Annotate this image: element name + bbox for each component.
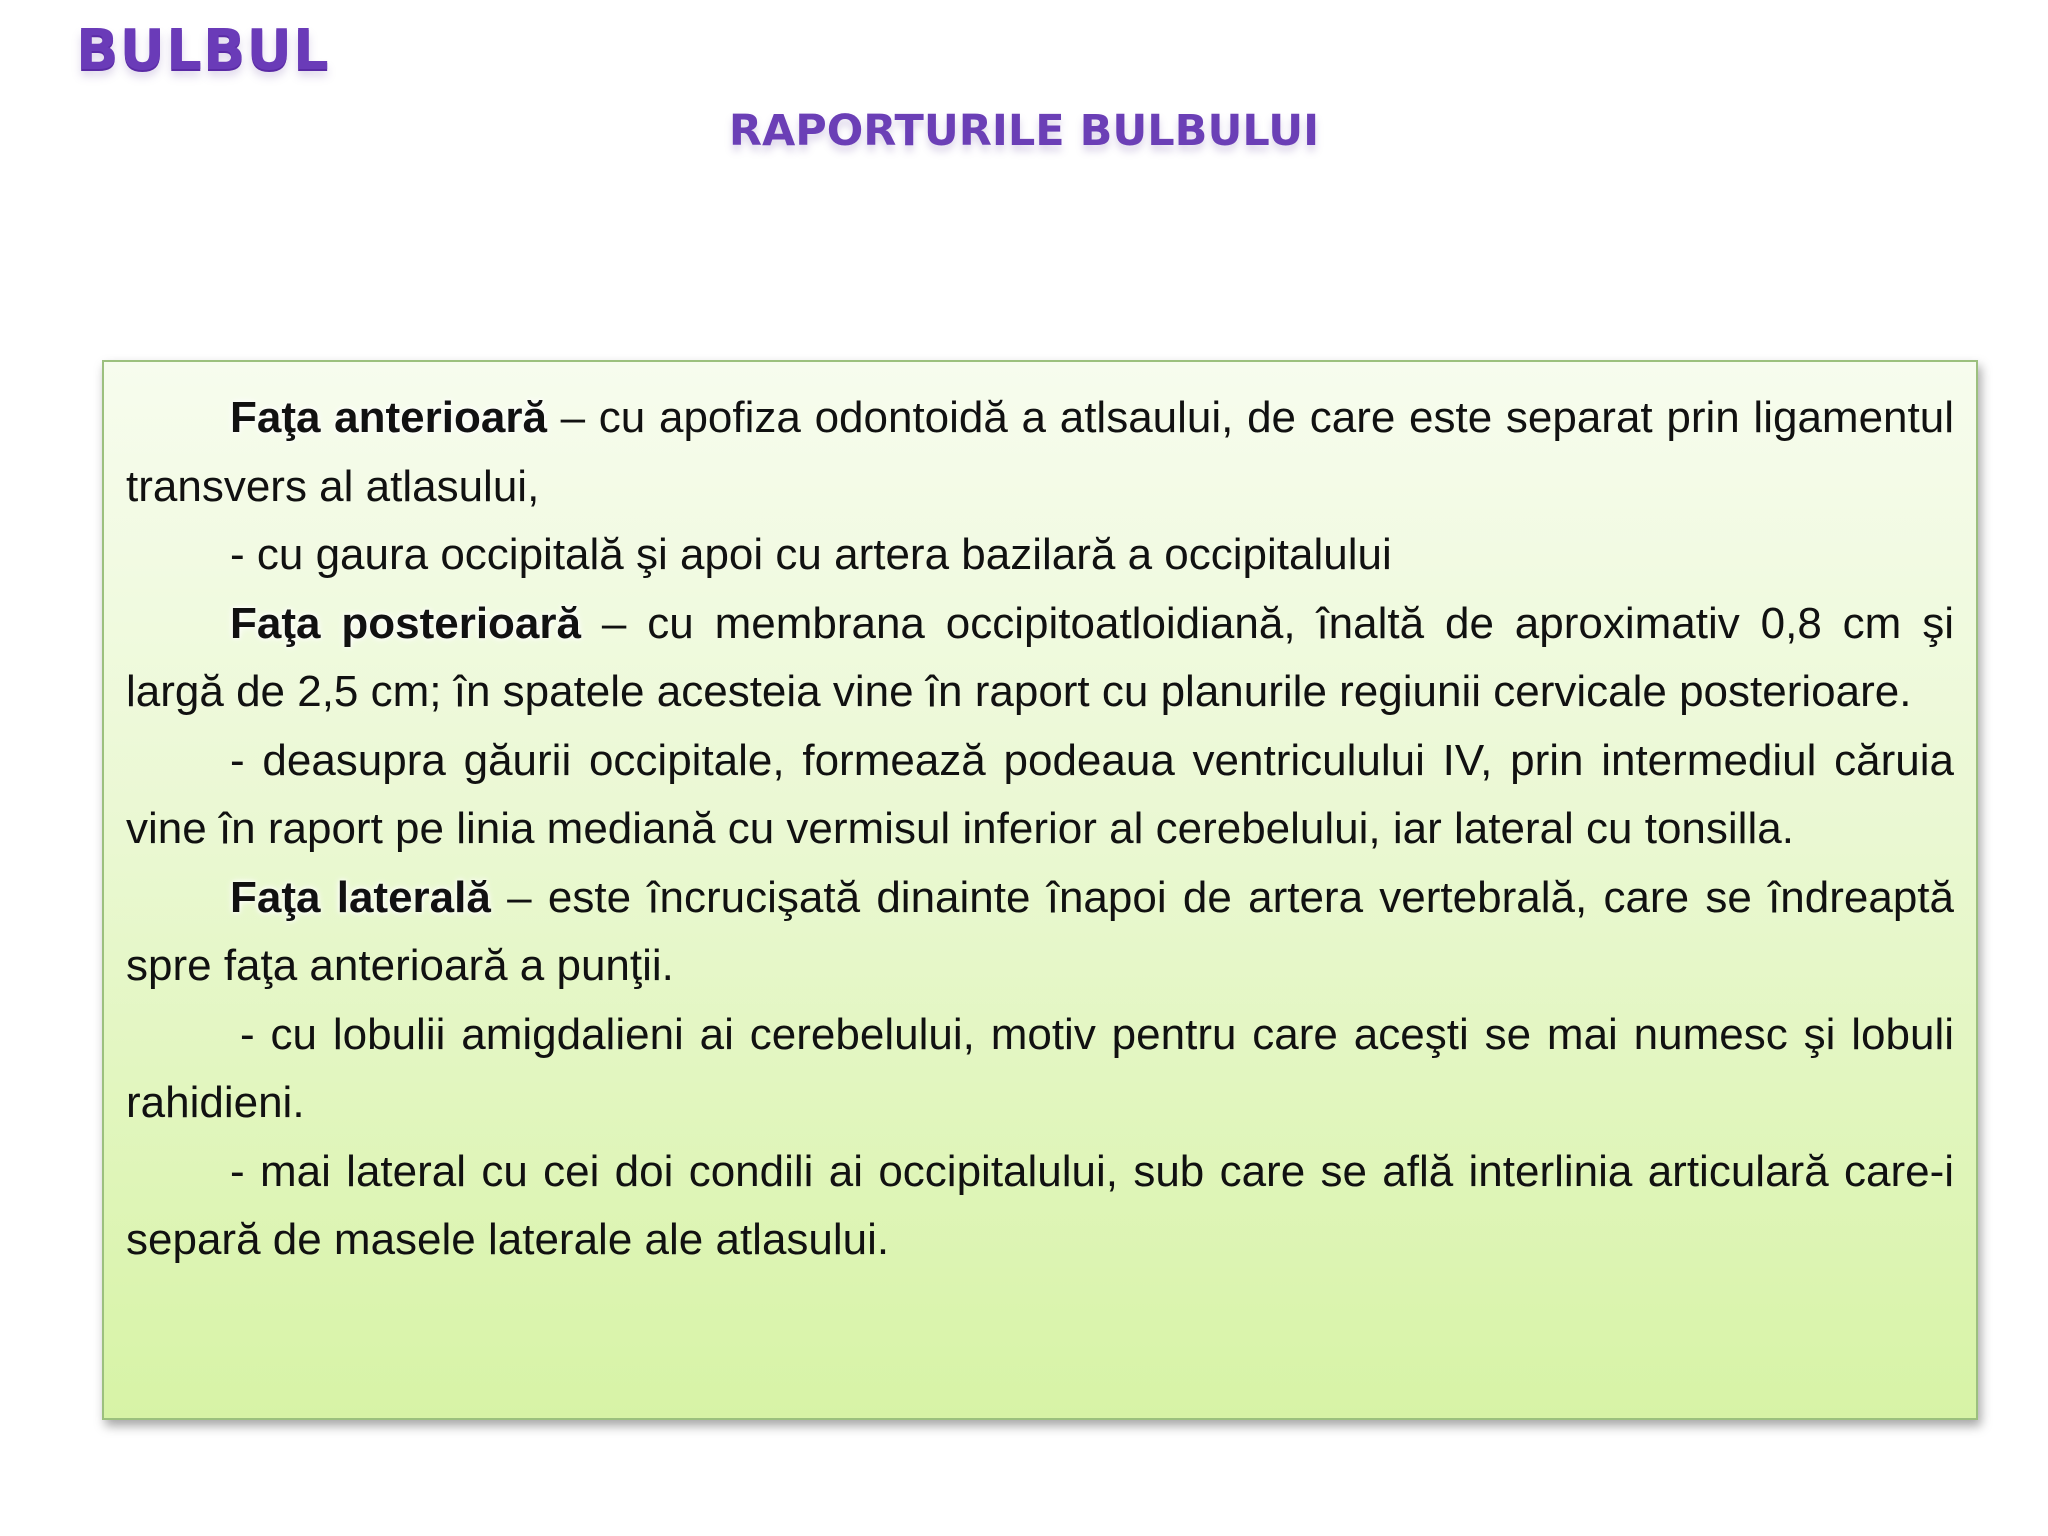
paragraph-text: - deasupra găurii occipitale, formează podeaua ventriculului IV, prin intermediul căruia vine în raport pe linia mediană cu vermisul inferior al cerebelului, iar lateral cu tonsilla. — [126, 735, 1954, 853]
paragraph-lateral-face-item — [126, 1138, 1954, 1275]
paragraph-anterior-face-item — [126, 521, 1954, 590]
paragraph-text: - mai lateral cu cei doi condili ai occipitalului, sub care se află interlinia articulară care-i separă de masele laterale ale atlasului. — [126, 1146, 1954, 1264]
paragraph-text: – cu membrana occipitoatloidiană, înaltă de aproximativ 0,8 cm şi largă de 2,5 cm; în spatele acesteia vine în raport cu planurile regiunii cervicale posterioare. — [126, 598, 1954, 716]
paragraph-text: – este încrucişată dinainte înapoi de artera vertebrală, care se îndreaptă spre faţa anterioară a punţii. — [126, 872, 1954, 990]
paragraph-posterior-face-item — [126, 727, 1954, 864]
paragraph-lateral-face-item — [126, 1001, 1954, 1138]
paragraph-text: – cu apofiza odontoidă a atlsaului, de care este separat prin ligamentul transvers al atlasului, — [126, 393, 1954, 511]
paragraph-anterior-face — [126, 384, 1954, 521]
paragraph-text: - cu lobulii amigdalieni ai cerebelului, motiv pentru care aceşti se mai numesc şi lobuli rahidieni. — [126, 1009, 1954, 1127]
paragraph-lateral-face — [126, 864, 1954, 1001]
slide-title: BULBUL — [76, 18, 330, 83]
paragraph-posterior-face — [126, 590, 1954, 727]
slide-subtitle: RAPORTURILE BULBULUI — [728, 106, 1320, 156]
term-posterior-face: Faţa posterioară — [230, 598, 581, 648]
term-anterior-face: Faţa anterioară — [230, 393, 547, 442]
paragraph-text: - cu gaura occipitală şi apoi cu artera bazilară a occipitalului — [230, 530, 1392, 579]
term-lateral-face: Faţa laterală — [230, 872, 491, 922]
content-box — [102, 360, 1978, 1420]
